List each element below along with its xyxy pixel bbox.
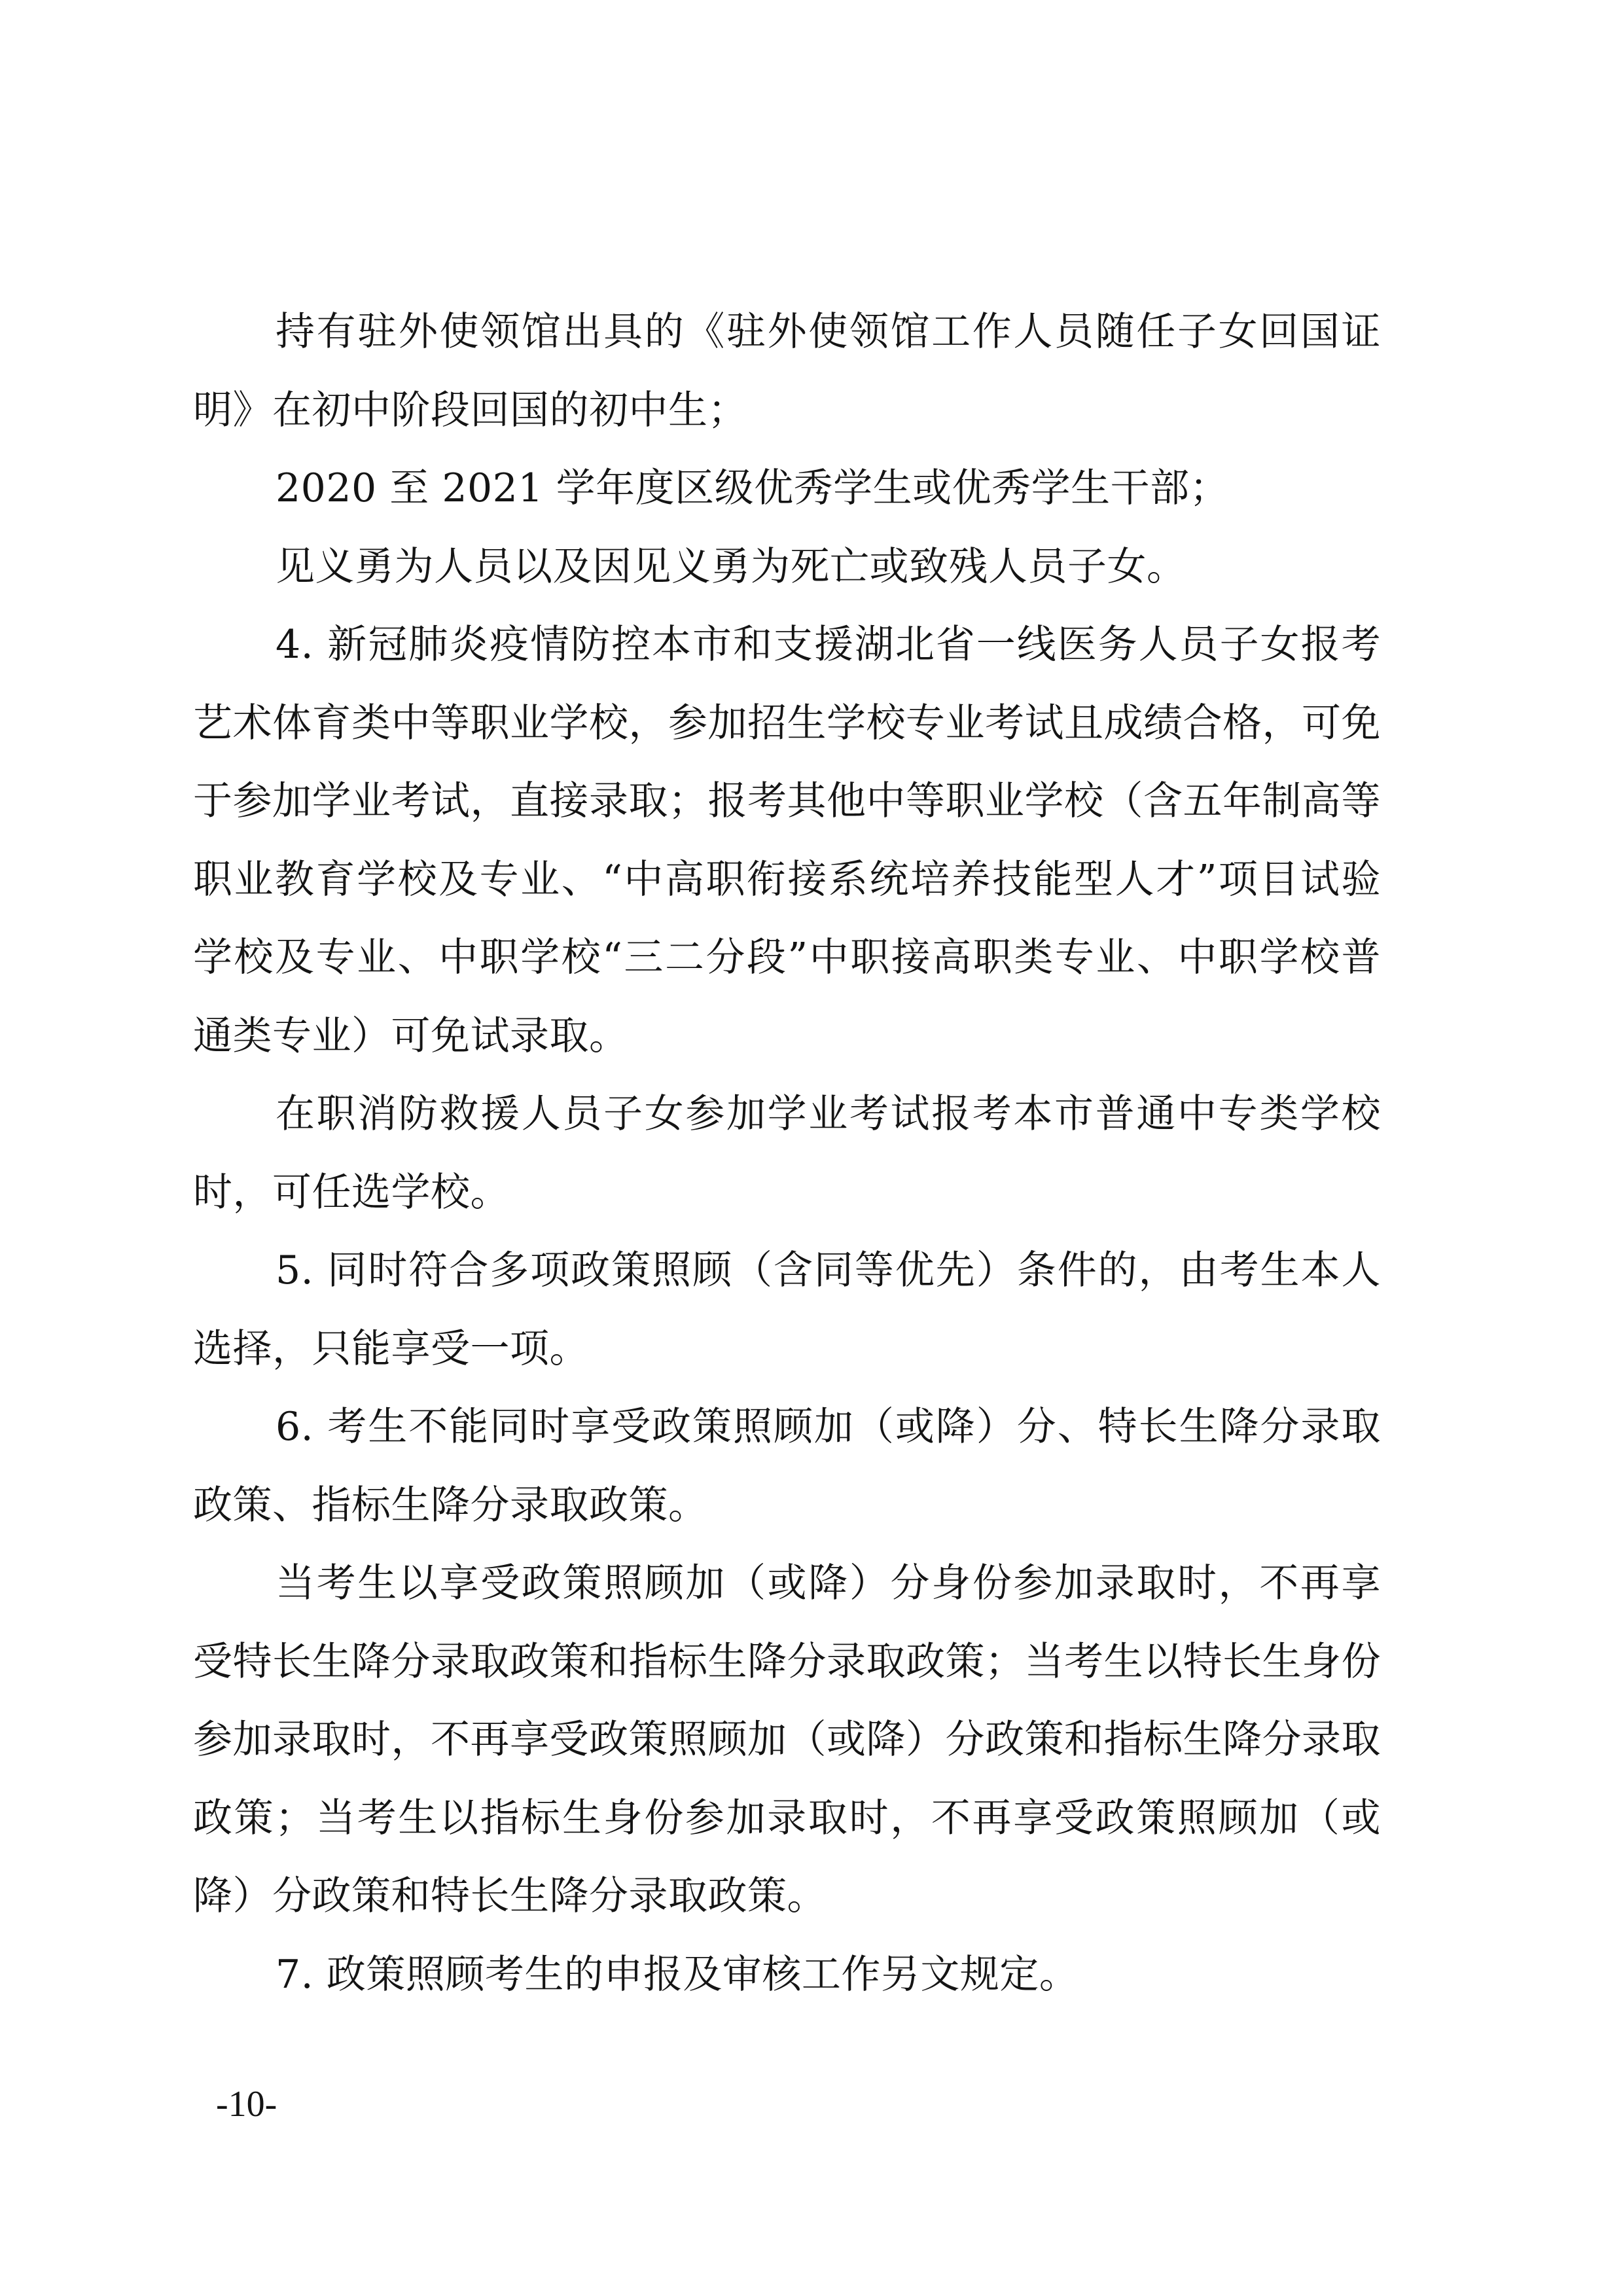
paragraph-righteous-acts: 见义勇为人员以及因见义勇为死亡或致残人员子女。 [276,543,1186,590]
paragraph-item-7: 7. 政策照顾考生的申报及审核工作另文规定。 [276,1951,1079,1998]
paragraph-item-4: 4. 新冠肺炎疫情防控本市和支援湖北省一线医务人员子女报考艺术体育类中等职业学校，参加招生学校专业考试且成绩合格，可免于参加学业考试，直接录取；报考其他中等职业学校（含五年制高等职业教育学校及专业、“中高职衔接系统培养技能型人才”项目试验学校及专业、中职学校“三二分段”中职接高职类专业、中职学校普通类专业）可免试录取。 [193,622,1381,1059]
paragraph-item-6: 6. 考生不能同时享受政策照顾加（或降）分、特长生降分录取政策、指标生降分录取政策。 [193,1404,1381,1528]
paragraph-returnee-students: 持有驻外使领馆出具的《驻外使领馆工作人员随任子女回国证明》在初中阶段回国的初中生； [193,309,1381,433]
page-number: -10- [216,2084,277,2125]
paragraph-item-6-detail: 当考生以享受政策照顾加（或降）分身份参加录取时，不再享受特长生降分录取政策和指标生降分录取政策；当考生以特长生身份参加录取时，不再享受政策照顾加（或降）分政策和指标生降分录取政策；当考生以指标生身份参加录取时，不再享受政策照顾加（或降）分政策和特长生降分录取政策。 [193,1560,1381,1919]
body-text [193,293,1381,2014]
paragraph-firefighters: 在职消防救援人员子女参加学业考试报考本市普通中专类学校时，可任选学校。 [193,1091,1381,1215]
paragraph-excellent-students: 2020 至 2021 学年度区级优秀学生或优秀学生干部； [276,465,1230,511]
paragraph-item-5: 5. 同时符合多项政策照顾（含同等优先）条件的，由考生本人选择，只能享受一项。 [193,1247,1381,1372]
